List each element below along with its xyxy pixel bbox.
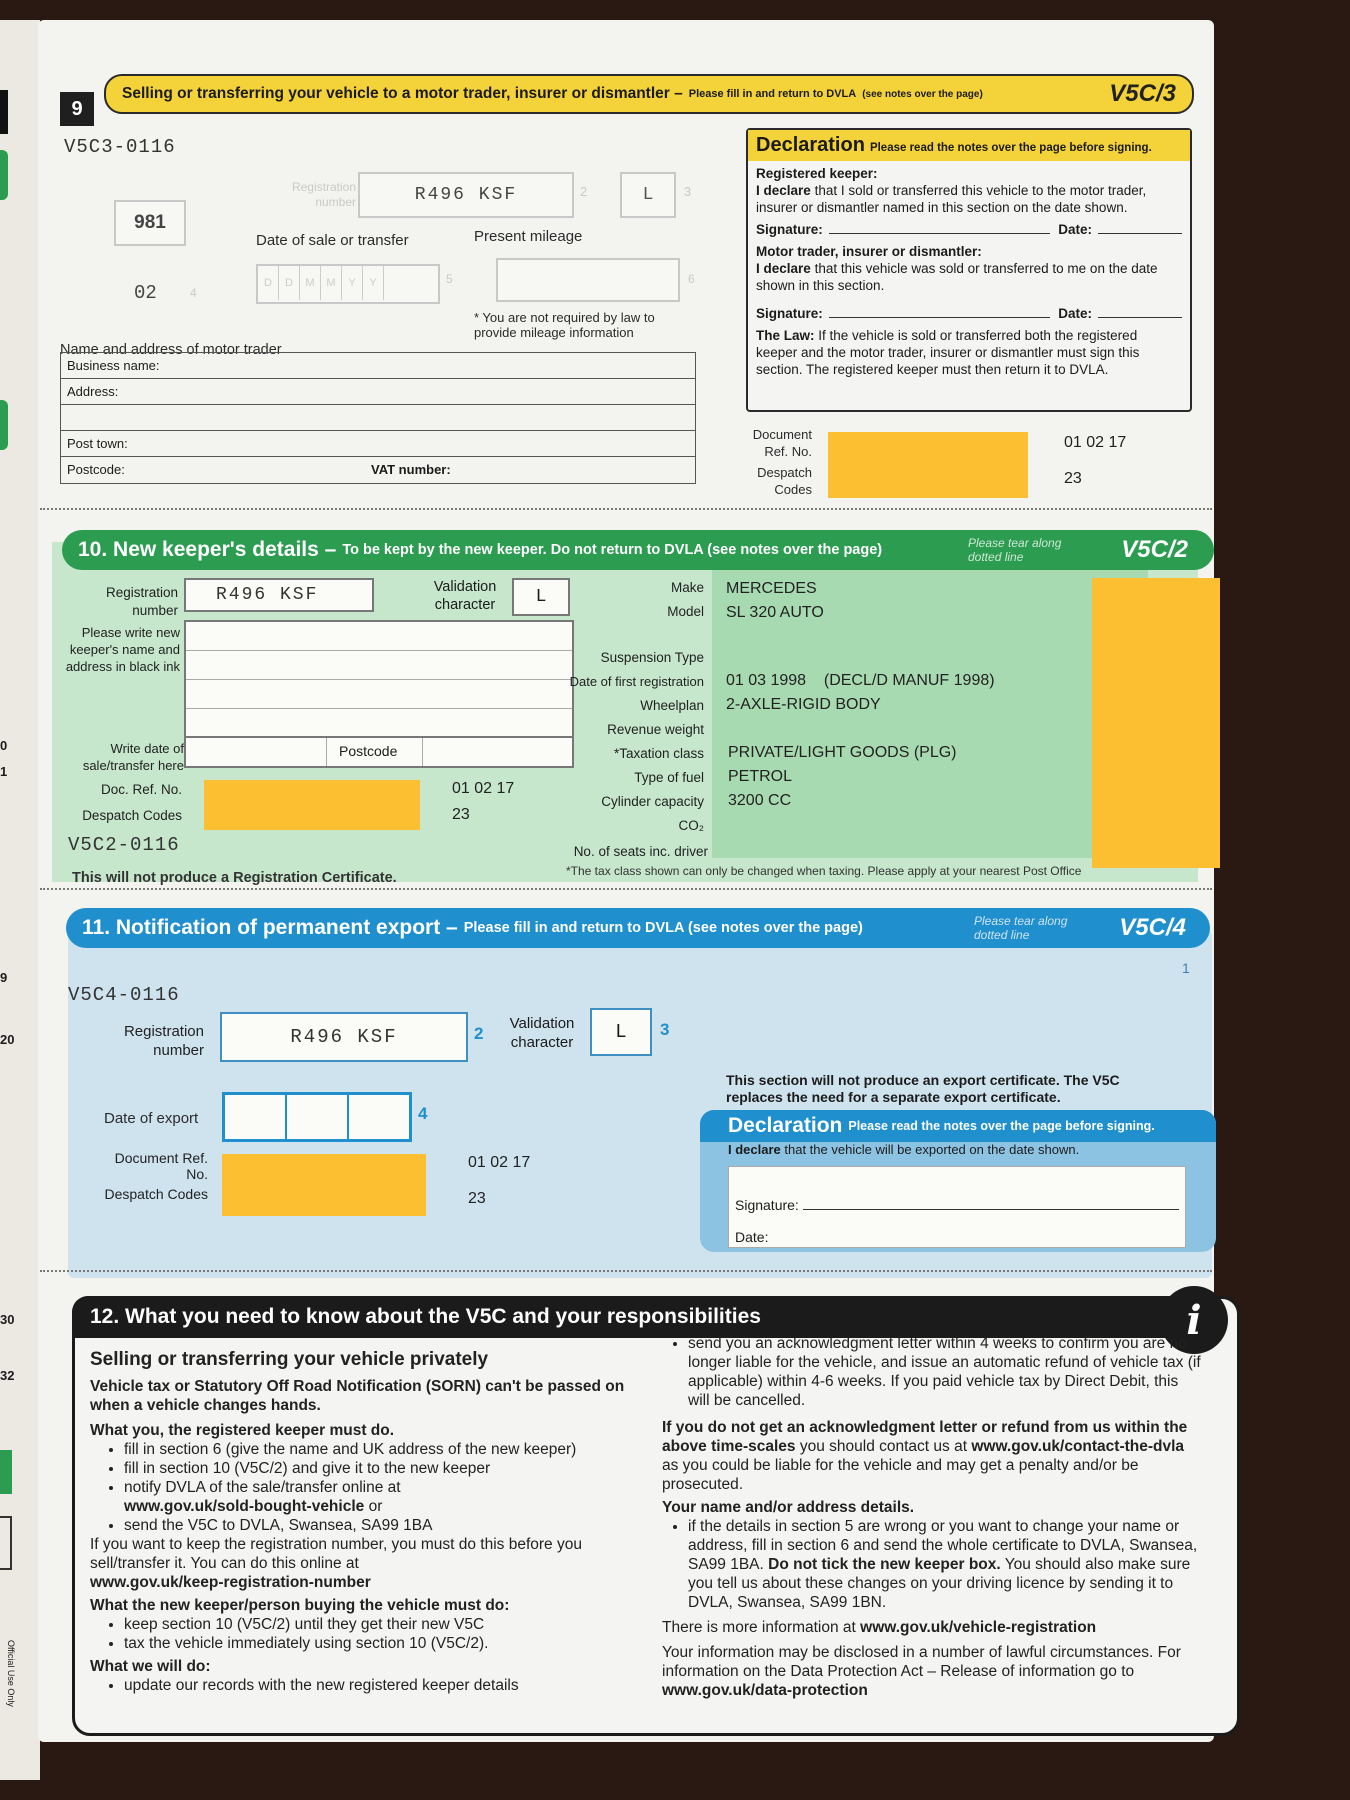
date-digit: Y bbox=[342, 266, 363, 300]
s12-text: There is more information at bbox=[662, 1619, 861, 1636]
s12-heading: Selling or transferring your vehicle privately bbox=[90, 1349, 489, 1370]
despatch-value: 23 bbox=[1064, 470, 1082, 487]
field-index: 1 bbox=[1182, 960, 1190, 976]
data-protection-link[interactable]: www.gov.uk/data-protection bbox=[662, 1682, 868, 1699]
seats-label: No. of seats inc. driver bbox=[573, 844, 708, 859]
s12-text: as you could be liable for the vehicle and may get a penalty and/or be prosecuted. bbox=[662, 1457, 1139, 1493]
section-12-header bbox=[72, 1296, 1188, 1338]
reg-box bbox=[184, 578, 374, 612]
field-index: 3 bbox=[684, 184, 692, 199]
list-item: • send you an acknowledgment letter within 4 weeks to confirm you are no longer liable for the vehicle, and issue an automatic refund of vehicle tax (if applicable) within 4-6 weeks. If you paid vehicle tax by Direct Debit, this will be cancelled. bbox=[688, 1334, 1202, 1410]
export-cert-note: This section will not produce an export certificate. The V5C replaces the need for a separate export certificate. bbox=[726, 1072, 1120, 1105]
field-index: 6 bbox=[688, 272, 695, 286]
date-of-export-field[interactable] bbox=[222, 1092, 412, 1142]
tax-class-note: *The tax class shown can only be changed when taxing. Please apply at your nearest Post Office bbox=[566, 864, 1082, 878]
business-name-field[interactable] bbox=[61, 353, 695, 379]
model-value: SL 320 AUTO bbox=[726, 604, 824, 621]
form-code-v5c3: V5C/3 bbox=[1109, 80, 1176, 107]
s12-text: What we will do: bbox=[90, 1658, 211, 1675]
tear-line bbox=[40, 888, 1212, 890]
reg-value: R496 KSF bbox=[414, 185, 518, 205]
make-value: MERCEDES bbox=[726, 580, 817, 597]
postcode-label: Postcode: bbox=[67, 462, 125, 477]
post-town-field[interactable] bbox=[61, 431, 695, 457]
declaration-subtitle: Please read the notes over the page before signing. bbox=[869, 142, 1152, 154]
declaration-subtitle: Please read the notes over the page before signing. bbox=[848, 1119, 1155, 1133]
section-9-number: 9 bbox=[60, 92, 94, 126]
validation-value: L bbox=[615, 1021, 627, 1043]
new-keeper-name-address-field[interactable] bbox=[184, 620, 574, 738]
make-label: Make bbox=[670, 580, 704, 595]
declare-bold: I declare bbox=[756, 183, 811, 198]
reg-label: Registration number bbox=[105, 585, 178, 618]
official-use-label: Official Use Only bbox=[6, 1640, 16, 1707]
doc-code: V5C4-0116 bbox=[68, 984, 180, 1006]
date-label: Date: bbox=[1058, 306, 1092, 321]
s12-text: If you do not get an acknowledgment letter or refund from us within the above time-scales bbox=[662, 1419, 1188, 1455]
s12-text: Your information may be disclosed in a number of lawful circumstances. For information on the Data Protection Act – Release of information go to bbox=[662, 1644, 1181, 1680]
field-index: 2 bbox=[580, 184, 588, 199]
s12-right-column bbox=[662, 1334, 1202, 1700]
wheelplan-value: 2-AXLE-RIGID BODY bbox=[726, 696, 881, 713]
s12-text: You should also make sure you tell us about these changes on your driving licence by sending it to DVLA, Swansea, SA99 1BN. bbox=[688, 1556, 1191, 1611]
date-digit: Y bbox=[363, 266, 384, 300]
date-digit: D bbox=[258, 266, 279, 300]
date-label: Date: bbox=[735, 1229, 769, 1245]
s12-text: Vehicle tax or Statutory Off Road Notification (SORN) can't be passed on when a vehicle changes hands. bbox=[90, 1378, 625, 1414]
validation-value: L bbox=[535, 587, 547, 607]
post-town-label: Post town: bbox=[67, 436, 128, 451]
despatch-value: 23 bbox=[468, 1190, 486, 1207]
redaction-block bbox=[828, 432, 1028, 498]
check-value: L bbox=[642, 185, 654, 205]
despatch-label: Despatch Codes bbox=[104, 1186, 208, 1202]
docref-label: Doc. Ref. No. bbox=[100, 782, 182, 797]
signature-label: Signature: bbox=[735, 1197, 799, 1213]
left-num: 30 bbox=[0, 1312, 15, 1327]
field-index: 5 bbox=[446, 272, 453, 286]
no-certificate-note: This will not produce a Registration Certificate. bbox=[72, 870, 397, 886]
field-index: 2 bbox=[474, 1024, 484, 1043]
law-body: If the vehicle is sold or transferred both the registered keeper and the motor trader, insurer or dismantler must sign this section. The registered keeper must then return it to DVLA. bbox=[756, 328, 1140, 377]
doc-code: V5C3-0116 bbox=[64, 136, 176, 158]
s12-heading: Your name and/or address details. bbox=[662, 1499, 915, 1516]
keep-registration-link[interactable]: www.gov.uk/keep-registration-number bbox=[90, 1574, 371, 1591]
postcode-label: Postcode bbox=[327, 738, 423, 766]
list-item: • send the V5C to DVLA, Swansea, SA99 1BA bbox=[124, 1516, 630, 1535]
field-index: 4 bbox=[418, 1104, 428, 1123]
tear-note: Please tear along dotted line bbox=[968, 536, 1062, 564]
date-of-export-label: Date of export bbox=[104, 1110, 199, 1127]
reg-label: Registration number bbox=[291, 180, 356, 209]
docref-value: 01 02 17 bbox=[452, 780, 515, 797]
trader-signature-line[interactable] bbox=[748, 294, 1190, 327]
vehicle-registration-link[interactable]: www.gov.uk/vehicle-registration bbox=[860, 1619, 1097, 1636]
tear-line bbox=[40, 508, 1212, 510]
date-of-sale-label: Date of sale or transfer bbox=[256, 232, 409, 249]
docref-label: Document Ref. No. bbox=[752, 427, 812, 459]
declare-bold: I declare bbox=[728, 1142, 781, 1157]
declaration-header bbox=[748, 130, 1190, 161]
mileage-field[interactable] bbox=[496, 258, 680, 302]
list-item: • fill in section 6 (give the name and UK address of the new keeper) bbox=[124, 1440, 630, 1459]
despatch-value: 23 bbox=[452, 806, 470, 823]
suspension-label: Suspension Type bbox=[600, 650, 704, 665]
section-9-header bbox=[104, 74, 1194, 114]
signature-label: Signature: bbox=[756, 306, 823, 321]
field-index: 4 bbox=[190, 286, 197, 300]
form-code-v5c4: V5C/4 bbox=[1119, 914, 1186, 941]
sold-bought-link[interactable]: www.gov.uk/sold-bought-vehicle bbox=[124, 1498, 365, 1515]
export-declaration-header bbox=[700, 1110, 1216, 1142]
trader-heading: Name and address of motor trader bbox=[60, 342, 282, 358]
wheelplan-label: Wheelplan bbox=[640, 698, 704, 713]
redaction-block bbox=[222, 1154, 426, 1216]
fuel-value: PETROL bbox=[728, 768, 793, 785]
taxation-class-label: *Taxation class bbox=[613, 746, 704, 761]
fuel-label: Type of fuel bbox=[634, 770, 704, 785]
reg-box bbox=[220, 1012, 468, 1062]
address-label: Address: bbox=[67, 384, 119, 399]
list-item: notify DVLA of the sale/transfer online at bbox=[124, 1479, 401, 1496]
date-of-sale-field[interactable] bbox=[256, 264, 440, 304]
list-item: • update our records with the new registered keeper details bbox=[124, 1676, 630, 1695]
left-num: 9 bbox=[0, 970, 8, 985]
declare-text: that this vehicle was sold or transferred to me on the date shown in this section. bbox=[756, 261, 1158, 293]
cylinder-label: Cylinder capacity bbox=[601, 794, 704, 809]
left-num: 1 bbox=[0, 764, 8, 779]
signature-label: Signature: bbox=[756, 222, 823, 237]
declare-text: that I sold or transferred this vehicle to the motor trader, insurer or dismantler named in this section on the date shown. bbox=[756, 183, 1147, 215]
s12-text: What the new keeper/person buying the vehicle must do: bbox=[90, 1597, 510, 1614]
export-signature-box[interactable] bbox=[728, 1166, 1186, 1248]
registered-keeper-heading: Registered keeper: bbox=[756, 166, 878, 181]
address-field-2[interactable] bbox=[61, 405, 695, 431]
s12-text: If you want to keep the registration number, you must do this before you sell/transfer it. You can do this online at bbox=[90, 1536, 582, 1572]
first-reg-label: Date of first registration bbox=[569, 674, 704, 689]
docref-value: 01 02 17 bbox=[468, 1154, 531, 1171]
redaction-block bbox=[1092, 578, 1220, 868]
postcode-field[interactable] bbox=[61, 457, 695, 483]
despatch-label: Despatch Codes bbox=[757, 465, 812, 497]
s12-left-column bbox=[90, 1350, 630, 1695]
declaration-title: Declaration bbox=[728, 1114, 843, 1137]
s12-text: Do not tick the new keeper box. bbox=[768, 1556, 1001, 1573]
reg-value: R496 KSF bbox=[290, 1026, 398, 1048]
left-page-edge bbox=[0, 20, 40, 1780]
registered-keeper-text bbox=[748, 182, 1190, 216]
first-reg-value: 01 03 1998 (DECL/D MANUF 1998) bbox=[726, 672, 995, 689]
mileage-note: * You are not required by law to provide mileage information bbox=[474, 310, 655, 340]
section-11-subtitle: Please fill in and return to DVLA (see notes over the page) bbox=[463, 920, 863, 936]
law-bold: The Law: bbox=[756, 328, 815, 343]
s12-text: you should contact us at bbox=[795, 1438, 972, 1455]
export-declare-text bbox=[728, 1142, 1079, 1157]
model-label: Model bbox=[667, 604, 704, 619]
sale-date-field[interactable] bbox=[184, 736, 574, 768]
mileage-label: Present mileage bbox=[474, 228, 583, 245]
reg-label: Registration number bbox=[123, 1023, 204, 1059]
section-11-title: 11. Notification of permanent export – bbox=[82, 916, 458, 939]
validation-label: Validation character bbox=[433, 579, 497, 613]
validation-label: Validation character bbox=[509, 1015, 575, 1051]
section-9-note: (see notes over the page) bbox=[862, 88, 983, 100]
motor-trader-text bbox=[748, 260, 1190, 294]
list-item: • fill in section 10 (V5C/2) and give it to the new keeper bbox=[124, 1459, 630, 1478]
vat-label: VAT number: bbox=[371, 462, 451, 477]
reg-box bbox=[358, 172, 574, 218]
co2-label: CO₂ bbox=[678, 818, 704, 833]
taxation-class-value: PRIVATE/LIGHT GOODS (PLG) bbox=[728, 744, 957, 761]
code-02: 02 bbox=[134, 282, 157, 304]
law-text bbox=[748, 327, 1190, 378]
left-num: 0 bbox=[0, 738, 8, 753]
date-digit: M bbox=[321, 266, 342, 300]
declaration-box bbox=[746, 128, 1192, 412]
doc-code: V5C2-0116 bbox=[68, 834, 180, 856]
section-10-title: 10. New keeper's details – bbox=[78, 538, 337, 561]
declaration-title: Declaration bbox=[756, 134, 865, 156]
redaction-block bbox=[204, 780, 420, 830]
declare-text: that the vehicle will be exported on the date shown. bbox=[784, 1142, 1080, 1157]
business-label: Business name: bbox=[67, 358, 160, 373]
docref-label: Document Ref. No. bbox=[114, 1150, 208, 1182]
list-item: • tax the vehicle immediately using section 10 (V5C/2). bbox=[124, 1634, 630, 1653]
code-box: 981 bbox=[114, 200, 186, 246]
left-num: 20 bbox=[0, 1032, 15, 1047]
section-10-subtitle: To be kept by the new keeper. Do not return to DVLA (see notes over the page) bbox=[342, 542, 883, 558]
tear-line bbox=[40, 1270, 1212, 1272]
date-digit: M bbox=[300, 266, 321, 300]
sale-date-label: Write date of sale/transfer here bbox=[82, 741, 184, 773]
revenue-weight-label: Revenue weight bbox=[607, 722, 704, 737]
section-9-title: Selling or transferring your vehicle to a motor trader, insurer or dismantler – bbox=[122, 85, 683, 102]
declare-bold: I declare bbox=[756, 261, 811, 276]
left-num: 32 bbox=[0, 1368, 15, 1383]
list-item: • keep section 10 (V5C/2) until they get their new V5C bbox=[124, 1615, 630, 1634]
date-digit: D bbox=[279, 266, 300, 300]
section-12-title: 12. What you need to know about the V5C and your responsibilities bbox=[90, 1305, 761, 1328]
form-code-v5c2: V5C/2 bbox=[1121, 536, 1188, 563]
date-label: Date: bbox=[1058, 222, 1092, 237]
address-field[interactable] bbox=[61, 379, 695, 405]
contact-dvla-link[interactable]: www.gov.uk/contact-the-dvla bbox=[971, 1438, 1185, 1455]
despatch-label: Despatch Codes bbox=[82, 808, 182, 823]
section-10-header bbox=[62, 530, 1214, 570]
reg-value: R496 KSF bbox=[216, 585, 319, 605]
docref-value: 01 02 17 bbox=[1064, 434, 1127, 451]
motor-trader-heading: Motor trader, insurer or dismantler: bbox=[756, 244, 982, 259]
section-9-subtitle: Please fill in and return to DVLA bbox=[688, 88, 857, 100]
keeper-signature-line[interactable] bbox=[748, 216, 1190, 243]
s12-text: or bbox=[364, 1498, 383, 1515]
s12-text: if the details in section 5 are wrong or you want to change your name or address, fill in section 6 and send the whole certificate to DVLA, Swansea, SA99 1BA. bbox=[688, 1518, 1198, 1573]
write-keeper-label: Please write new keeper's name and address in black ink bbox=[65, 625, 180, 674]
field-index: 3 bbox=[660, 1020, 670, 1039]
check-box bbox=[620, 172, 676, 218]
s12-text: What you, the registered keeper must do. bbox=[90, 1422, 395, 1439]
validation-box bbox=[590, 1008, 652, 1056]
trader-table bbox=[60, 352, 696, 484]
tear-note: Please tear along dotted line bbox=[974, 914, 1068, 942]
cylinder-value: 3200 CC bbox=[728, 792, 792, 809]
info-icon: i bbox=[1160, 1286, 1228, 1354]
section-11-header bbox=[66, 908, 1210, 948]
